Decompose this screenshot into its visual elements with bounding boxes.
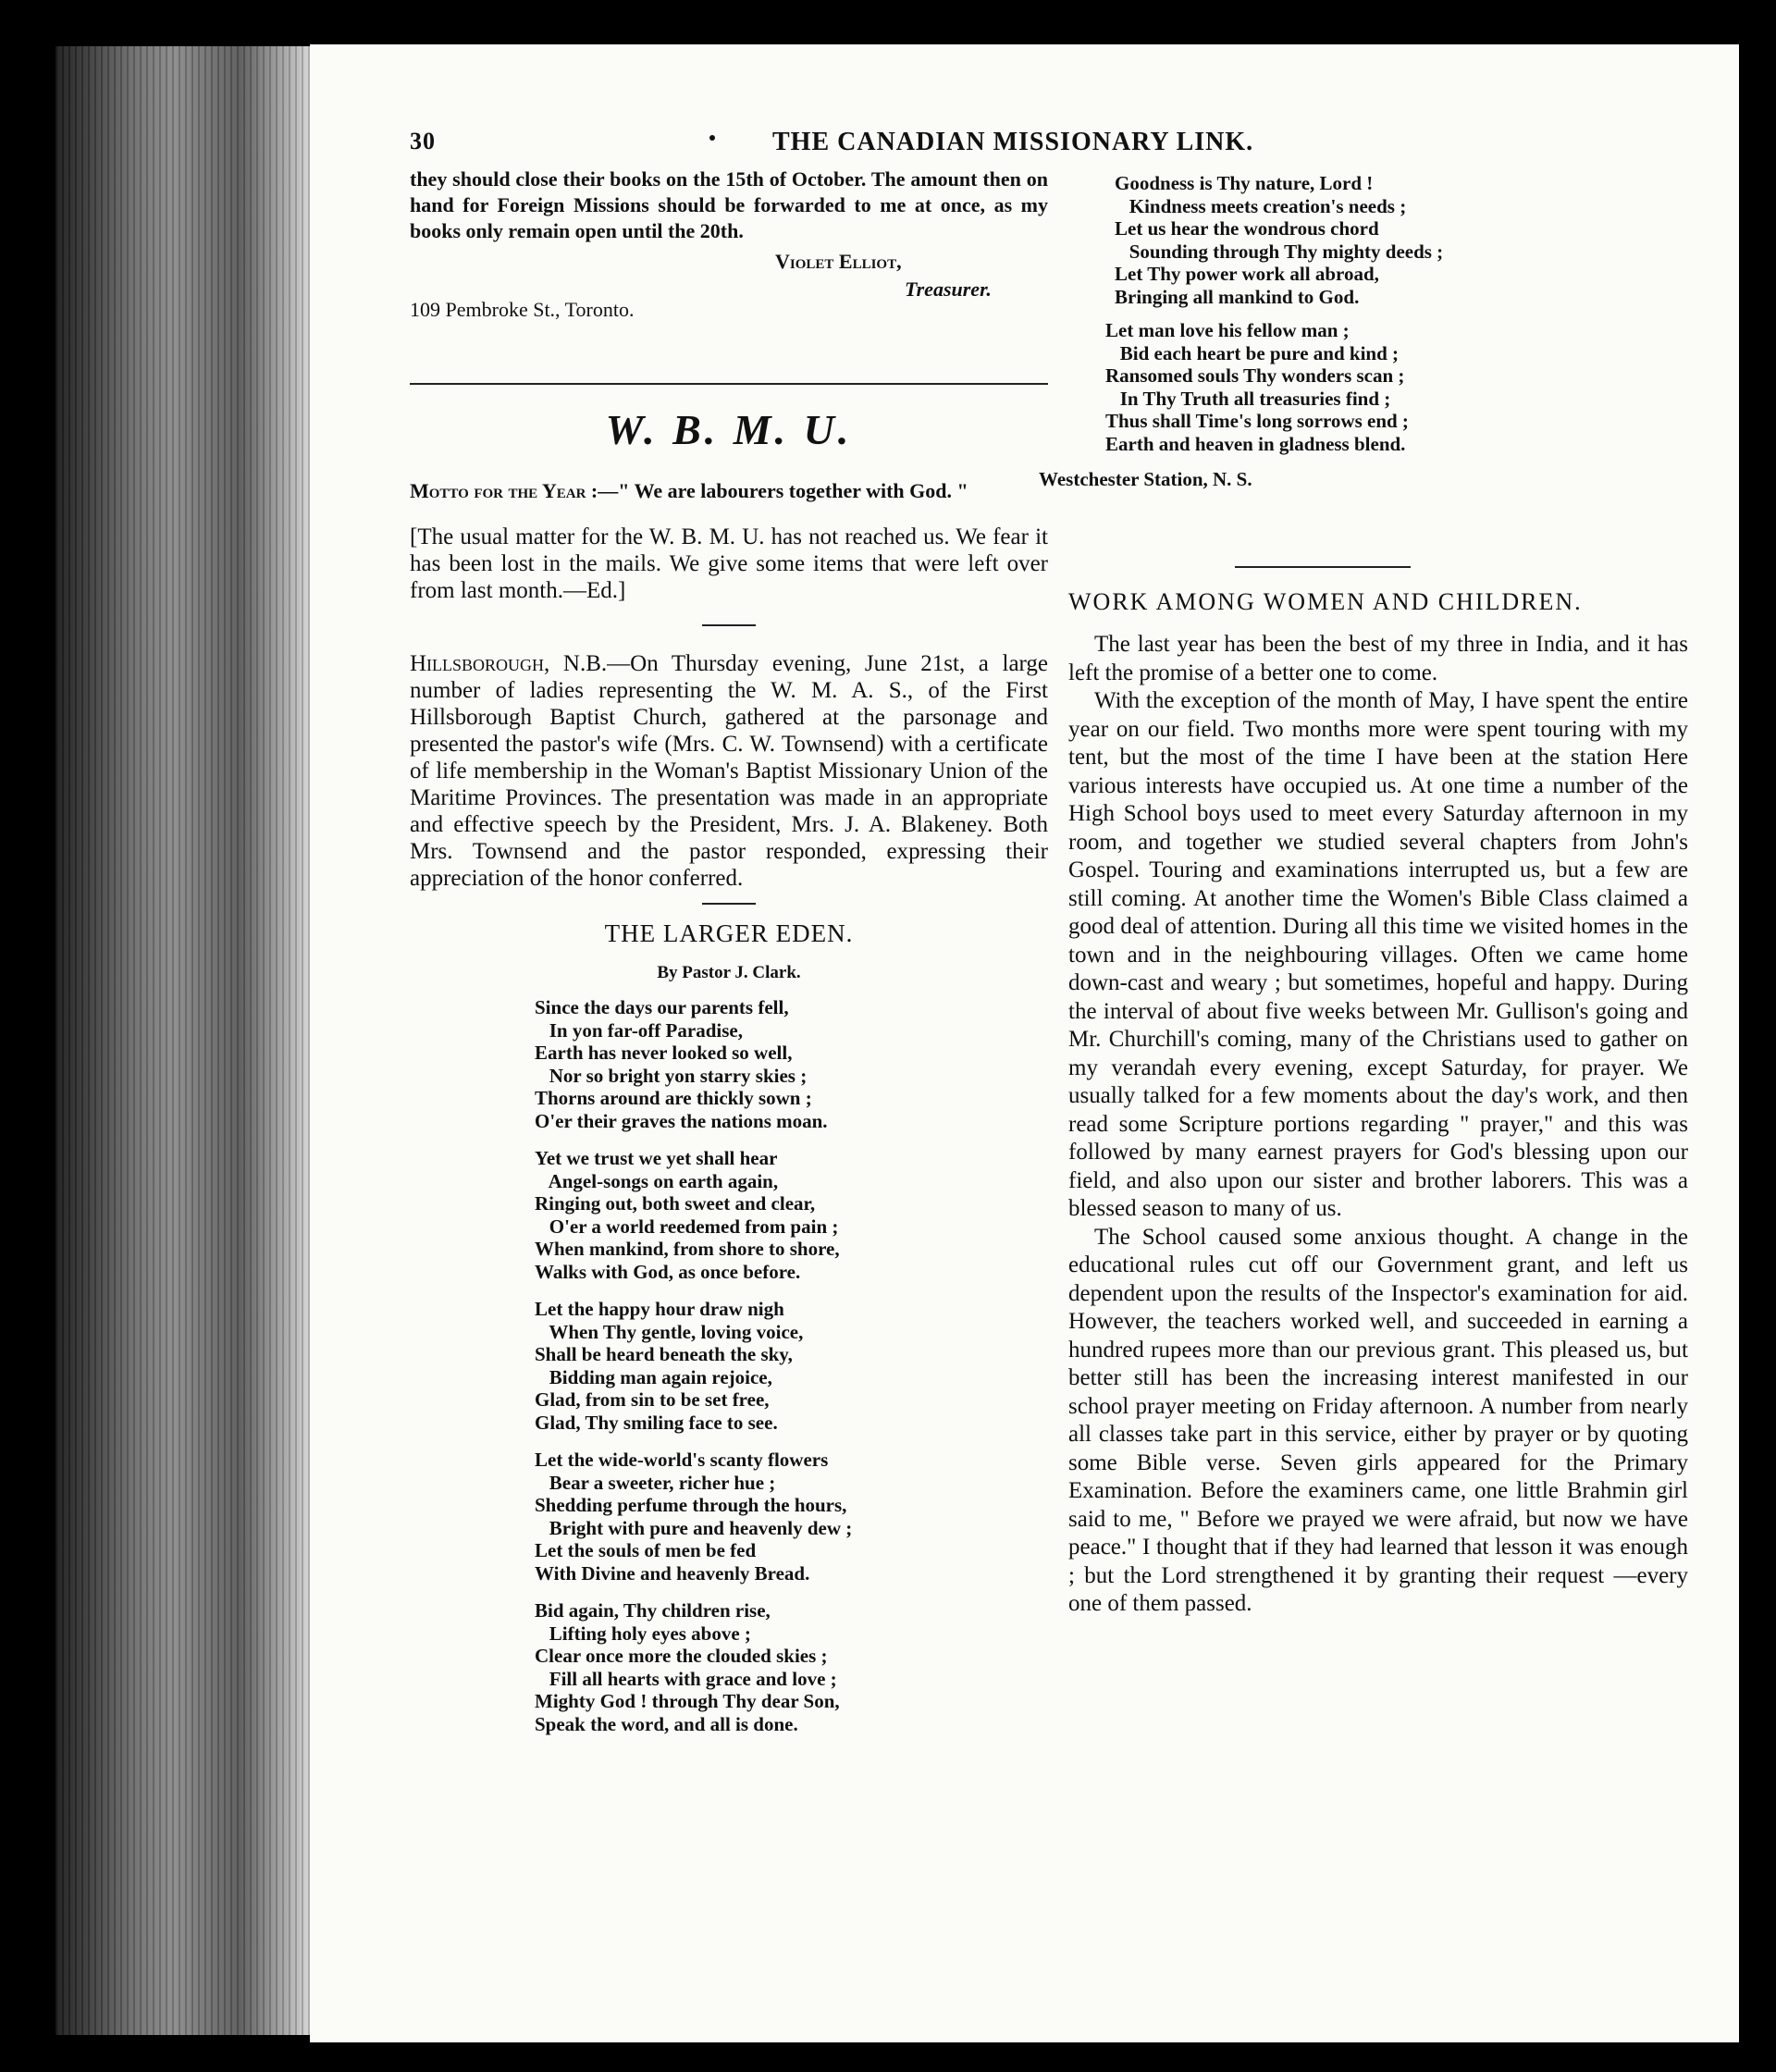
motto-label: Motto for the Year	[410, 479, 586, 502]
right-column-poem	[1039, 172, 1688, 491]
short-rule-2	[702, 903, 756, 905]
poem-stanza: Yet we trust we yet shall hear Angel-songs on earth again, Ringing out, both sweet and clear, O'er a world reedemed from pain ; When mankind, from shore to shore, Walks with God, as once before.	[535, 1147, 840, 1283]
motto-text: :—" We are labourers together with God. "	[590, 479, 968, 502]
poem-stanza: Let man love his fellow man ; Bid each heart be pure and kind ; Ransomed souls Thy wonders scan ; In Thy Truth all treasuries find ; Thus shall Time's long sorrows end ; Earth and heaven in gladness blend.	[1105, 319, 1409, 455]
magazine-page	[310, 44, 1739, 2042]
editor-note: [The usual matter for the W. B. M. U. has not reached us. We fear it has been lost in the mails. We give some items that were left over from last month.—Ed.]	[410, 524, 1048, 603]
article-heading: WORK AMONG WOMEN AND CHILDREN.	[1068, 588, 1583, 615]
poem-place: Westchester Station, N. S.	[1039, 468, 1252, 490]
poem-title: THE LARGER EDEN.	[604, 919, 854, 947]
right-column-article	[1068, 588, 1688, 1619]
header-dot	[709, 135, 715, 141]
treasurer-name: Violet Elliot,	[775, 250, 902, 273]
treasurer-address: 109 Pembroke St., Toronto.	[410, 298, 635, 321]
poem-stanza: Since the days our parents fell, In yon far-off Paradise, Earth has never looked so well, Nor so bright yon starry skies ; Thorns around are thickly sown ; O'er their graves the nations moan.	[535, 996, 828, 1132]
article-paragraph: The School caused some anxious thought. A change in the educational rules cut off our Government grant, and left us dependent upon the results of the Inspector's examination for aid. However, the teachers worked well, and succeeded in earning a hundred rupees more than our previous grant. This pleased us, but better still has been the increasing interest manifested in our school prayer meeting on Friday afternoon. A number from nearly all classes take part in this service, either by prayer or by quoting some Bible verse. Seven girls appeared for the Primary Examination. Before the examiners came, one little Brahmin girl said to me, " Before we prayed we were afraid, but now we have peace." I thought that if they had learned that lesson it was enough ; but the Lord strengthened it by granting their request —every one of them passed.	[1068, 1224, 1688, 1616]
short-rule	[702, 624, 756, 626]
right-divider	[1235, 566, 1411, 568]
section-divider	[410, 383, 1048, 385]
left-column-body	[410, 479, 1048, 1735]
poem-stanza: Let the wide-world's scanty flowers Bear a sweeter, richer hue ; Shedding perfume through the hours, Bright with pure and heavenly dew ; Let the souls of men be fed With Divine and heavenly Bread.	[535, 1449, 853, 1585]
poem-stanza: Let the happy hour draw nigh When Thy gentle, loving voice, Shall be heard beneath the sky, Bidding man again rejoice, Glad, from sin to be set free, Glad, Thy smiling face to see.	[535, 1298, 804, 1434]
journal-title: THE CANADIAN MISSIONARY LINK.	[772, 128, 1254, 156]
poem-stanza: Bid again, Thy children rise, Lifting holy eyes above ; Clear once more the clouded skies ; Fill all hearts with grace and love ; Mighty God ! through Thy dear Son, Speak the word, and all is done.	[535, 1599, 840, 1735]
poem-stanza: Goodness is Thy nature, Lord ! Kindness meets creation's needs ; Let us hear the wondrous chord Sounding through Thy mighty deeds ; Let Thy power work all abroad, Bringing all mankind to God.	[1115, 172, 1444, 308]
treasurer-title: Treasurer.	[905, 278, 992, 301]
article-paragraph: The last year has been the best of my three in India, and it has left the promise of a better one to come.	[1068, 632, 1688, 685]
page-number: 30	[410, 128, 436, 154]
hillsborough-text: N.B.—On Thursday evening, June 21st, a large number of ladies representing the W. M. A. S., of the First Hillsborough Baptist Church, gathered at the parsonage and presented the pastor's wife (Mrs. C. W. Townsend) with a certificate of life membership in the Woman's Baptist Missionary Union of the Maritime Provinces. The presentation was made in an appropriate and effective speech by the President, Mrs. J. A. Blakeney. Both Mrs. Townsend and the pastor responded, expressing their appreciation of the honor conferred.	[410, 651, 1049, 891]
treasurer-note: they should close their books on the 15th of October. The amount then on hand for Foreign Missions should be forwarded to me at once, as my books only remain open until the 20th.	[410, 167, 1048, 242]
hillsborough-label: Hillsborough,	[410, 651, 550, 676]
book-page-edges	[56, 46, 319, 2035]
article-paragraph: With the exception of the month of May, I have spent the entire year on our field. Two months more were spent touring with my tent, but the most of the time I have been at the station Here various interests have occupied us. At one time a number of the High School boys used to meet every Saturday afternoon in my room, and together we studied several chapters from John's Gospel. Touring and examinations interrupted us, but a few are still coming. At another time the Women's Bible Class claimed a good deal of attention. During all this time we visited homes in the town and in the neighbouring villages. Often we came home down-cast and weary ; but sometimes, hopeful and happy. During the interval of about five weeks between Mr. Gullison's going and Mr. Churchill's coming, many of the Christians used to gather on my verandah every evening, except Saturday, for prayer. We usually talked for a few moments about the day's work, and then read some Scripture portions regarding " prayer," and this was followed by many earnest prayers for God's blessing upon our field, and also upon our sister and brother laborers. This was a blessed season to many of us.	[1068, 688, 1688, 1221]
poem-larger-eden	[535, 996, 1048, 1735]
wbmu-heading: W. B. M. U.	[605, 406, 853, 453]
motto	[410, 479, 1048, 503]
hillsborough-item	[410, 650, 1048, 892]
poem-author: By Pastor J. Clark.	[657, 963, 801, 982]
left-column	[410, 166, 1048, 322]
